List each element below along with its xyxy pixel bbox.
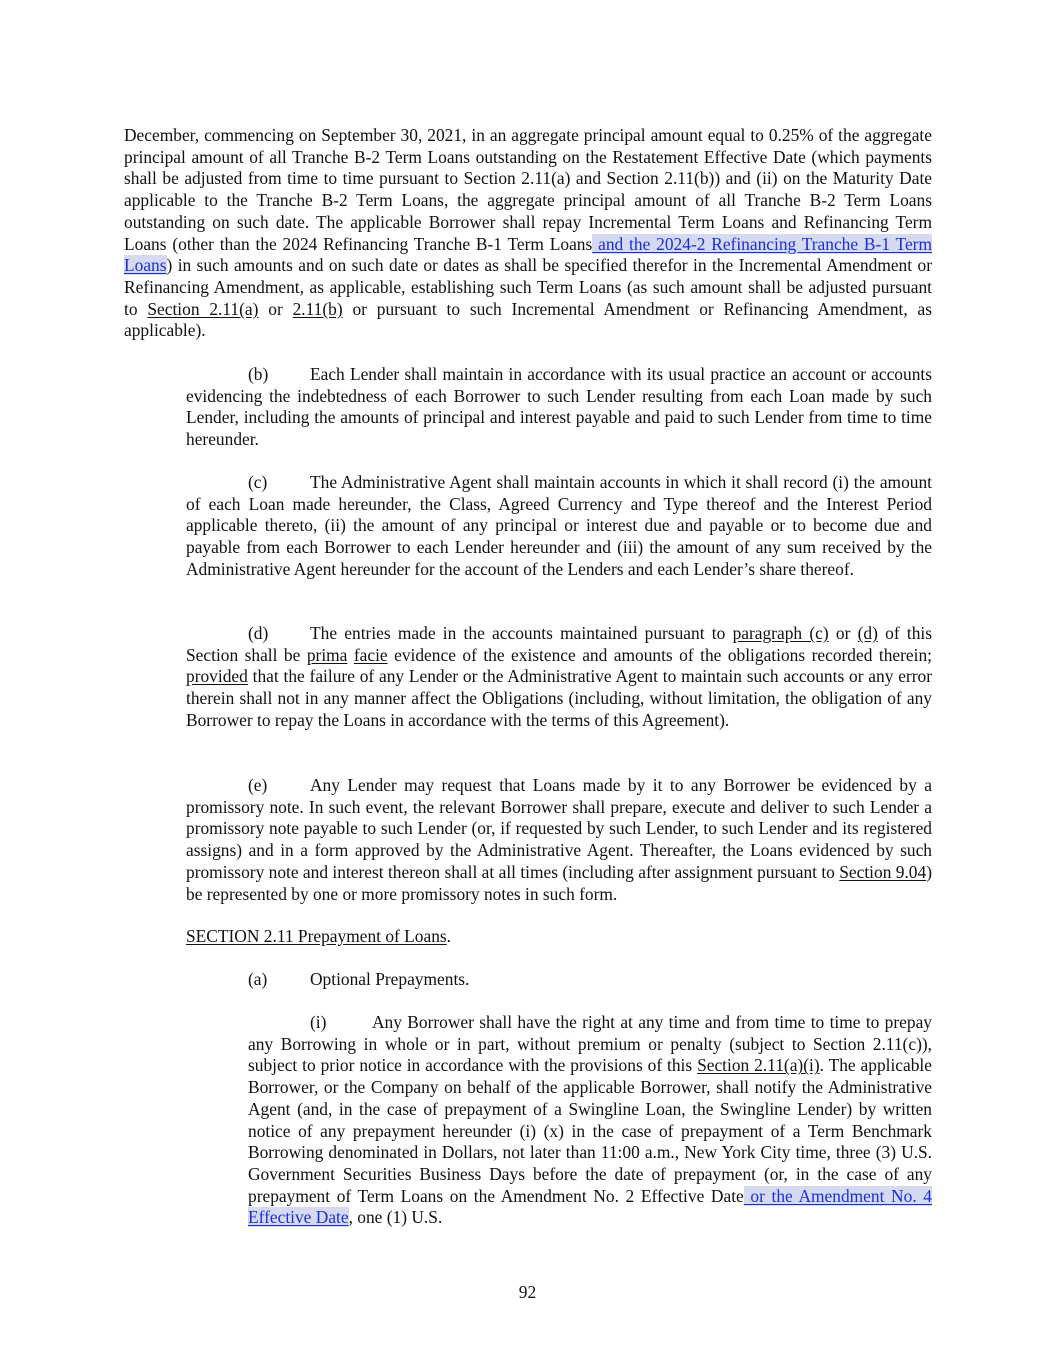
paragraph-text: ) in such amounts and on such date or dates as shall be specified therefor in the Incremental Amendment or Refinancing Amendment, as applicable, establishing such Term Loans (as such amount shall be adjusted pursuant to: [124, 255, 932, 319]
paragraph-text: or: [258, 298, 293, 319]
page-number: 92: [518, 1282, 537, 1302]
paragraph-text: Any Borrower shall have the right at any time and from time to time to prepay any Borrowing in whole or in part, without premium or penalty (subject to Section 2.11(c)), subject to prior notice in accordance with the provisions of this: [248, 1012, 932, 1076]
paragraph-c: [186, 472, 932, 581]
section-reference-link[interactable]: Section 2.11(a)(i): [697, 1055, 820, 1076]
emphasis-term: prima: [306, 644, 348, 665]
inserted-text-link[interactable]: or the Amendment No. 4 Effective Date: [248, 1185, 932, 1228]
clause-label: (i): [310, 1012, 327, 1032]
paragraph-text: or: [828, 623, 858, 643]
paragraph-text: December, commencing on September 30, 2021, in an aggregate principal amount equal to 0.25% of the aggregate principal amount of all Tranche B-2 Term Loans outstanding on the Restatement Effective Date (which payments shall be adjusted from time to time pursuant to Section 2.11(a) and Section 2.11(b)) and (ii) on the Maturity Date applicable to the Tranche B-2 Term Loans, the aggregate principal amount of all Tranche B-2 Term Loans outstanding on such date. The applicable Borrower shall repay Incremental Term Loans and Refinancing Term Loans (other than the 2024 Refinancing Tranche B-1 Term Loans: [124, 125, 932, 254]
emphasis-term: provided: [186, 666, 248, 687]
paragraph-a-continued: [124, 125, 932, 342]
section-heading: [186, 926, 932, 948]
section-title: SECTION 2.11 Prepayment of Loans: [186, 926, 447, 946]
paragraph-text: Any Lender may request that Loans made by it to any Borrower be evidenced by a promissory note. In such event, the relevant Borrower shall prepare, execute and deliver to such Lender a promissory note payable to such Lender (or, if requested by such Lender, to such Lender and its registered assigns) and in a form approved by the Administrative Agent. Thereafter, the Loans evidenced by such promissory note and interest thereon shall at all times (including after assignment pursuant to: [186, 775, 932, 882]
paragraph-d: [186, 623, 932, 732]
paragraph-text: that the failure of any Lender or the Administrative Agent to maintain such accounts or any error therein shall not in any manner affect the Obligations (including, without limitation, the obligation of any Borrower to repay the Loans in accordance with the terms of this Agreement).: [186, 666, 932, 730]
paragraph-text: Each Lender shall maintain in accordance with its usual practice an account or accounts evidencing the indebtedness of each Borrower to such Lender resulting from each Loan made by such Lender, including the amounts of principal and interest payable and paid to such Lender from time to time hereunder.: [186, 364, 932, 450]
paragraph-optional-prepayments: [186, 969, 932, 991]
inserted-text-link[interactable]: and the 2024-2 Refinancing Tranche B-1 Term Loans: [124, 233, 932, 276]
section-title-period: .: [446, 926, 452, 946]
section-reference-link[interactable]: 2.11(b): [292, 298, 343, 319]
section-reference-link[interactable]: (d): [857, 623, 878, 643]
section-reference-link[interactable]: Section 2.11(a): [147, 298, 259, 319]
clause-title: Optional Prepayments.: [310, 969, 470, 989]
paragraph-text: The Administrative Agent shall maintain accounts in which it shall record (i) the amount of each Loan made hereunder, the Class, Agreed Currency and Type thereof and the Interest Period applicable thereto, (ii) the amount of any principal or interest due and payable or to become due and payable from each Borrower to each Lender hereunder and (iii) the amount of any sum received by the Administrative Agent hereunder for the account of the Lenders and each Lender’s share thereof.: [186, 472, 932, 579]
paragraph-e: [186, 775, 932, 905]
section-reference-link[interactable]: paragraph (c): [732, 623, 829, 643]
clause-label: (d): [248, 623, 269, 643]
paragraph-text: . The applicable Borrower, or the Company on behalf of the applicable Borrower, shall notify the Administrative Agent (and, in the case of prepayment of a Swingline Loan, the Swingline Lender) by written notice of any prepayment hereunder (i) (x) in the case of prepayment of a Term Benchmark Borrowing denominated in Dollars, not later than 11:00 a.m., New York City time, three (3) U.S. Government Securities Business Days before the date of prepayment (or, in the case of any prepayment of Term Loans on the Amendment No. 2 Effective Date: [248, 1055, 932, 1206]
emphasis-term: facie: [353, 644, 388, 665]
clause-label: (c): [248, 472, 268, 492]
paragraph-text: of this Section shall be: [186, 623, 933, 665]
paragraph-i: [248, 1012, 932, 1229]
clause-label: (b): [248, 364, 269, 384]
paragraph-text: , one (1) U.S.: [348, 1207, 443, 1228]
paragraph-text: ) be represented by one or more promissory notes in such form.: [186, 861, 932, 904]
paragraph-text: The entries made in the accounts maintained pursuant to: [310, 623, 733, 643]
clause-label: (a): [248, 969, 268, 989]
paragraph-text: or pursuant to such Incremental Amendment or Refinancing Amendment, as applicable).: [124, 298, 933, 341]
section-reference-link[interactable]: Section 9.04: [839, 861, 927, 882]
paragraph-b: [186, 364, 932, 451]
clause-label: (e): [248, 775, 268, 795]
paragraph-text: evidence of the existence and amounts of the obligations recorded therein;: [387, 644, 932, 665]
